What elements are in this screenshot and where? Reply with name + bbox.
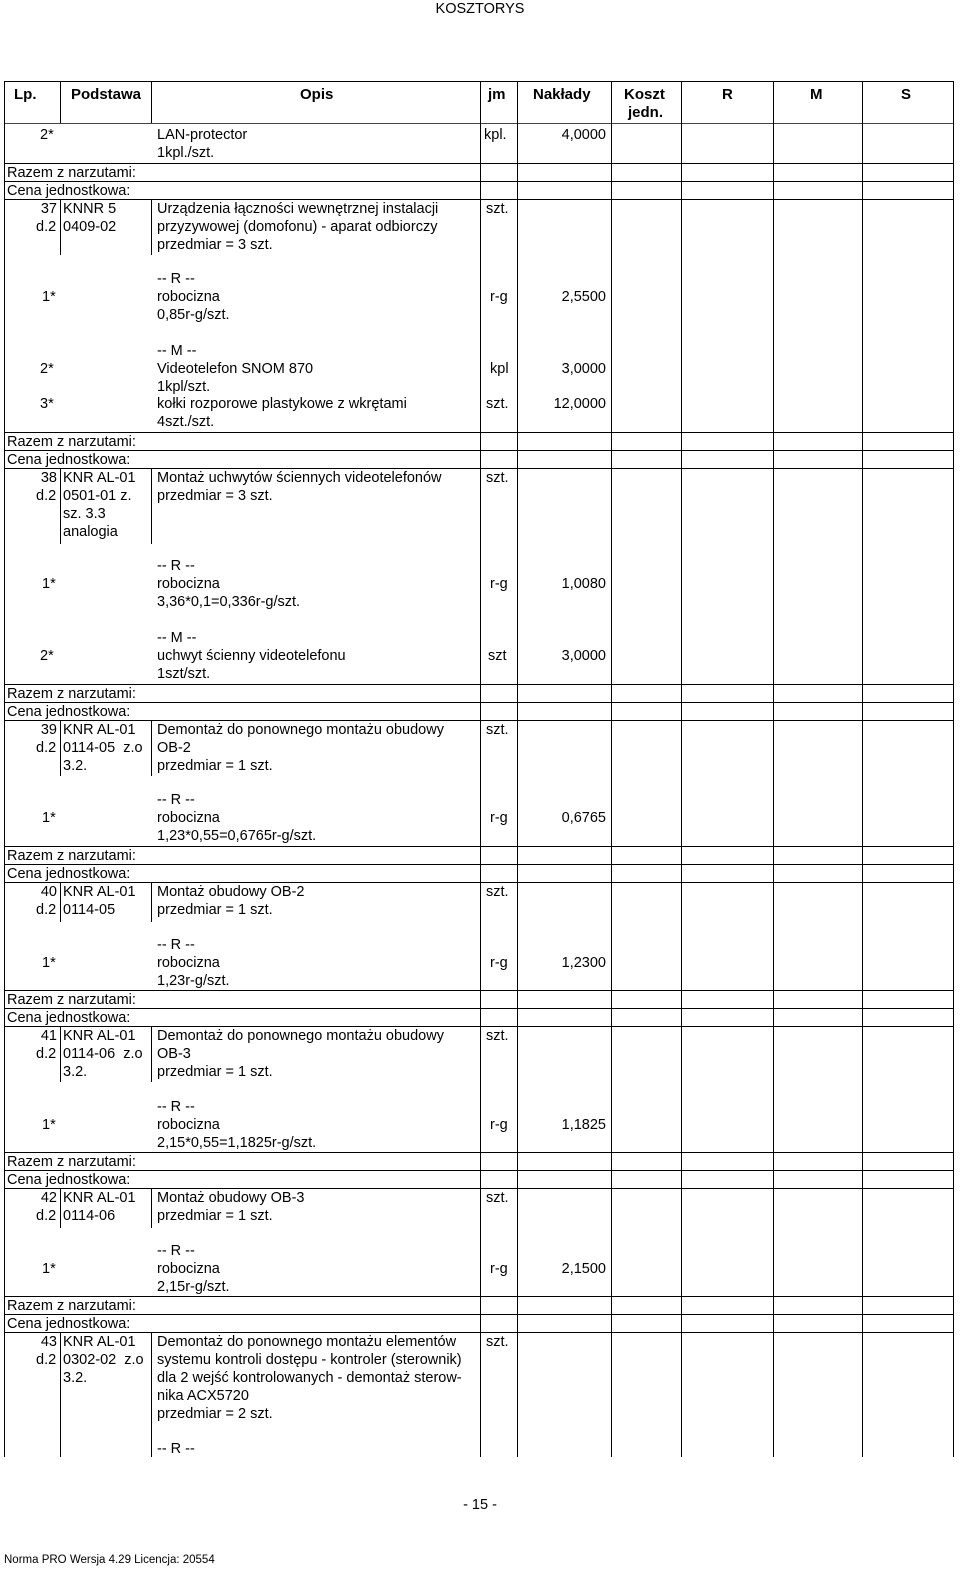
p40-przedmiar: przedmiar = 1 szt. xyxy=(157,902,273,918)
p40-r-norm: 1,23r-g/szt. xyxy=(157,973,230,989)
row-line xyxy=(4,1008,954,1009)
p38-opis-1: Montaż uchwytów ściennych videotelefonów xyxy=(157,470,442,486)
p38-r-lp: 1* xyxy=(42,576,56,592)
col-line xyxy=(60,199,61,255)
p43-r-head: -- R -- xyxy=(157,1441,195,1457)
p37-lp: 37 xyxy=(40,201,57,217)
row-line xyxy=(4,450,954,451)
row-line xyxy=(4,720,954,721)
p42-jm: szt. xyxy=(486,1190,509,1206)
p37-r-norm: 0,85r-g/szt. xyxy=(157,307,230,323)
p39-przedmiar: przedmiar = 1 szt. xyxy=(157,758,273,774)
p38-m1-name: uchwyt ścienny videotelefonu xyxy=(157,648,346,664)
p40-podstawa: KNR AL-01 xyxy=(63,884,136,900)
header-naklady: Nakłady xyxy=(533,86,591,103)
col-border-podstawa xyxy=(151,81,152,123)
p42-r-jm: r-g xyxy=(490,1261,508,1277)
col-border-naklady xyxy=(611,81,612,1457)
p42-opis-1: Montaż obudowy OB-3 xyxy=(157,1190,305,1206)
p38-podstawa: KNR AL-01 xyxy=(63,470,136,486)
p41-r-val: 1,1825 xyxy=(561,1117,606,1133)
p42-podstawa: KNR AL-01 xyxy=(63,1190,136,1206)
p38-podstawa-analogia: analogia xyxy=(63,524,118,540)
p40-r-lp: 1* xyxy=(42,955,56,971)
header-jm: jm xyxy=(488,86,506,103)
p38-podstawa-nr: 0501-01 z. xyxy=(63,488,132,504)
p40-r-val: 1,2300 xyxy=(561,955,606,971)
p39-podstawa: KNR AL-01 xyxy=(63,722,136,738)
p42-r-lp: 1* xyxy=(42,1261,56,1277)
p42-r-head: -- R -- xyxy=(157,1243,195,1259)
p39-r-jm: r-g xyxy=(490,810,508,826)
row-line xyxy=(4,1170,954,1171)
lanprot-norm: 1kpl./szt. xyxy=(157,145,215,161)
col-line xyxy=(60,1026,61,1082)
p41-r-name: robocizna xyxy=(157,1117,220,1133)
razem-label: Razem z narzutami: xyxy=(7,992,136,1008)
cena-label: Cena jednostkowa: xyxy=(7,1010,131,1026)
p43-podstawa: KNR AL-01 xyxy=(63,1334,136,1350)
p41-podstawa-nr: 0114-06 z.o xyxy=(63,1046,143,1062)
header-lp: Lp. xyxy=(14,86,37,103)
page-title: KOSZTORYS xyxy=(435,1,525,17)
p43-opis-1: Demontaż do ponownego montażu elementów xyxy=(157,1334,457,1350)
p42-przedmiar: przedmiar = 1 szt. xyxy=(157,1208,273,1224)
col-line xyxy=(60,720,61,776)
row-line xyxy=(4,163,954,164)
cena-label: Cena jednostkowa: xyxy=(7,183,131,199)
p40-opis-1: Montaż obudowy OB-2 xyxy=(157,884,305,900)
p37-m1-jm: kpl xyxy=(490,361,509,377)
row-line xyxy=(4,1152,954,1153)
row-line xyxy=(4,1314,954,1315)
p38-przedmiar: przedmiar = 3 szt. xyxy=(157,488,273,504)
col-line xyxy=(151,468,152,544)
p43-przedmiar: przedmiar = 2 szt. xyxy=(157,1406,273,1422)
p40-r-jm: r-g xyxy=(490,955,508,971)
row-line xyxy=(4,199,954,200)
header-koszt-jedn: jedn. xyxy=(628,104,664,121)
col-border-m xyxy=(862,81,863,1457)
p43-opis-4: nika ACX5720 xyxy=(157,1388,249,1404)
header-m: M xyxy=(810,86,823,103)
razem-label: Razem z narzutami: xyxy=(7,1154,136,1170)
row-line xyxy=(4,882,954,883)
razem-label: Razem z narzutami: xyxy=(7,434,136,450)
p37-m1-val: 3,0000 xyxy=(561,361,606,377)
p37-m2-name: kołki rozporowe plastykowe z wkrętami xyxy=(157,396,407,412)
col-border-right xyxy=(953,81,954,1457)
p37-r-name: robocizna xyxy=(157,289,220,305)
footer-license: Norma PRO Wersja 4.29 Licencja: 20554 xyxy=(4,1554,215,1566)
lanprot-jm: kpl. xyxy=(484,127,507,143)
p39-r-head: -- R -- xyxy=(157,792,195,808)
row-line xyxy=(4,432,954,433)
col-line xyxy=(151,1332,152,1457)
p38-r-name: robocizna xyxy=(157,576,220,592)
p37-m2-norm: 4szt./szt. xyxy=(157,414,215,430)
row-line xyxy=(4,702,954,703)
p41-podstawa: KNR AL-01 xyxy=(63,1028,136,1044)
p38-jm: szt. xyxy=(486,470,509,486)
p38-r-val: 1,0080 xyxy=(561,576,606,592)
col-border-jm xyxy=(517,81,518,1457)
p37-r-val: 2,5500 xyxy=(561,289,606,305)
header-opis: Opis xyxy=(300,86,334,103)
p37-m1-name: Videotelefon SNOM 870 xyxy=(157,361,314,377)
p38-lp: 38 xyxy=(40,470,57,486)
razem-label: Razem z narzutami: xyxy=(7,848,136,864)
p40-lp: 40 xyxy=(40,884,57,900)
row-line xyxy=(4,1026,954,1027)
p41-podstawa-pkt: 3.2. xyxy=(63,1064,88,1080)
p41-r-lp: 1* xyxy=(42,1117,56,1133)
p41-lp: 41 xyxy=(40,1028,57,1044)
p40-r-head: -- R -- xyxy=(157,937,195,953)
p38-m1-lp: 2* xyxy=(40,648,54,664)
p37-m1-norm: 1kpl/szt. xyxy=(157,379,211,395)
p42-r-name: robocizna xyxy=(157,1261,220,1277)
p40-jm: szt. xyxy=(486,884,509,900)
p41-opis-1: Demontaż do ponownego montażu obudowy xyxy=(157,1028,444,1044)
cena-label: Cena jednostkowa: xyxy=(7,452,131,468)
p43-opis-3: dla 2 wejść kontrolowanych - demontaż sterow- xyxy=(157,1370,462,1386)
p39-podstawa-nr: 0114-05 z.o xyxy=(63,740,143,756)
row-line xyxy=(4,181,954,182)
col-border-opis xyxy=(480,81,481,1457)
p39-opis-2: OB-2 xyxy=(157,740,191,756)
row-line xyxy=(4,1296,954,1297)
header-koszt: Koszt xyxy=(624,86,665,103)
p39-r-val: 0,6765 xyxy=(561,810,606,826)
p39-podstawa-pkt: 3.2. xyxy=(63,758,88,774)
cena-label: Cena jednostkowa: xyxy=(7,1172,131,1188)
p43-podstawa-nr: 0302-02 z.o xyxy=(63,1352,144,1368)
p39-r-norm: 1,23*0,55=0,6765r-g/szt. xyxy=(157,828,317,844)
p40-r-name: robocizna xyxy=(157,955,220,971)
header-bottom-border xyxy=(4,123,954,124)
p42-lp-d: d.2 xyxy=(36,1208,57,1224)
row-line xyxy=(4,684,954,685)
cena-label: Cena jednostkowa: xyxy=(7,1316,131,1332)
p37-opis-2: przyzywowej (domofonu) - aparat odbiorczy xyxy=(157,219,438,235)
p37-lp-d: d.2 xyxy=(36,219,57,235)
col-line xyxy=(151,1026,152,1082)
col-border-lp xyxy=(60,81,61,123)
p43-lp-d: d.2 xyxy=(36,1352,57,1368)
col-line xyxy=(151,882,152,922)
p42-lp: 42 xyxy=(40,1190,57,1206)
p37-m2-jm: szt. xyxy=(486,396,509,412)
p37-m2-val: 12,0000 xyxy=(553,396,606,412)
p43-jm: szt. xyxy=(486,1334,509,1350)
p38-m1-jm: szt xyxy=(488,648,507,664)
p37-r-lp: 1* xyxy=(42,289,56,305)
col-border-left xyxy=(4,81,5,1457)
p39-r-name: robocizna xyxy=(157,810,220,826)
p39-r-lp: 1* xyxy=(42,810,56,826)
p37-m1-lp: 2* xyxy=(40,361,54,377)
p37-m2-lp: 3* xyxy=(40,396,54,412)
p39-lp: 39 xyxy=(40,722,57,738)
p41-r-norm: 2,15*0,55=1,1825r-g/szt. xyxy=(157,1135,317,1151)
p37-r-jm: r-g xyxy=(490,289,508,305)
p42-podstawa-nr: 0114-06 xyxy=(63,1208,116,1224)
p38-r-head: -- R -- xyxy=(157,558,195,574)
p39-jm: szt. xyxy=(486,722,509,738)
p41-jm: szt. xyxy=(486,1028,509,1044)
p38-m1-norm: 1szt/szt. xyxy=(157,666,211,682)
p41-r-head: -- R -- xyxy=(157,1099,195,1115)
row-line xyxy=(4,990,954,991)
lanprot-lp: 2* xyxy=(40,127,54,143)
p38-r-norm: 3,36*0,1=0,336r-g/szt. xyxy=(157,594,301,610)
p37-opis-1: Urządzenia łączności wewnętrznej instalacji xyxy=(157,201,439,217)
lanprot-opis: LAN-protector xyxy=(157,127,248,143)
col-line xyxy=(60,468,61,544)
p37-m-head: -- M -- xyxy=(157,343,197,359)
cena-label: Cena jednostkowa: xyxy=(7,866,131,882)
p40-podstawa-nr: 0114-05 xyxy=(63,902,116,918)
razem-label: Razem z narzutami: xyxy=(7,1298,136,1314)
row-line xyxy=(4,846,954,847)
p39-lp-d: d.2 xyxy=(36,740,57,756)
col-line xyxy=(60,882,61,922)
p43-lp: 43 xyxy=(40,1334,57,1350)
p43-opis-2: systemu kontroli dostępu - kontroler (sterownik) xyxy=(157,1352,462,1368)
header-r: R xyxy=(722,86,733,103)
p37-podstawa: KNNR 5 xyxy=(63,201,117,217)
row-line xyxy=(4,864,954,865)
page-number: - 15 - xyxy=(463,1497,497,1513)
row-line xyxy=(4,1332,954,1333)
header-podstawa: Podstawa xyxy=(71,86,142,103)
p38-lp-d: d.2 xyxy=(36,488,57,504)
col-border-koszt xyxy=(681,81,682,1457)
p37-podstawa-nr: 0409-02 xyxy=(63,219,117,235)
p42-r-norm: 2,15r-g/szt. xyxy=(157,1279,230,1295)
cena-label: Cena jednostkowa: xyxy=(7,704,131,720)
row-line xyxy=(4,1188,954,1189)
col-border-r xyxy=(773,81,774,1457)
lanprot-naklady: 4,0000 xyxy=(561,127,606,143)
p42-r-val: 2,1500 xyxy=(561,1261,606,1277)
p38-m-head: -- M -- xyxy=(157,630,197,646)
p38-r-jm: r-g xyxy=(490,576,508,592)
p41-opis-2: OB-3 xyxy=(157,1046,191,1062)
p43-podstawa-pkt: 3.2. xyxy=(63,1370,88,1386)
col-line xyxy=(151,720,152,776)
row-line xyxy=(4,468,954,469)
p39-opis-1: Demontaż do ponownego montażu obudowy xyxy=(157,722,444,738)
razem-label: Razem z narzutami: xyxy=(7,686,136,702)
razem-label: Razem z narzutami: xyxy=(7,165,136,181)
p37-r-head: -- R -- xyxy=(157,271,195,287)
p40-lp-d: d.2 xyxy=(36,902,57,918)
p41-r-jm: r-g xyxy=(490,1117,508,1133)
p37-jm: szt. xyxy=(486,201,509,217)
table-top-border xyxy=(4,81,954,82)
p41-przedmiar: przedmiar = 1 szt. xyxy=(157,1064,273,1080)
p37-przedmiar: przedmiar = 3 szt. xyxy=(157,237,273,253)
col-line xyxy=(60,1188,61,1228)
p38-podstawa-sz: sz. 3.3 xyxy=(63,506,106,522)
p38-m1-val: 3,0000 xyxy=(561,648,606,664)
header-s: S xyxy=(901,86,912,103)
col-line xyxy=(151,1188,152,1228)
p41-lp-d: d.2 xyxy=(36,1046,57,1062)
col-line xyxy=(60,1332,61,1457)
col-line xyxy=(151,199,152,255)
